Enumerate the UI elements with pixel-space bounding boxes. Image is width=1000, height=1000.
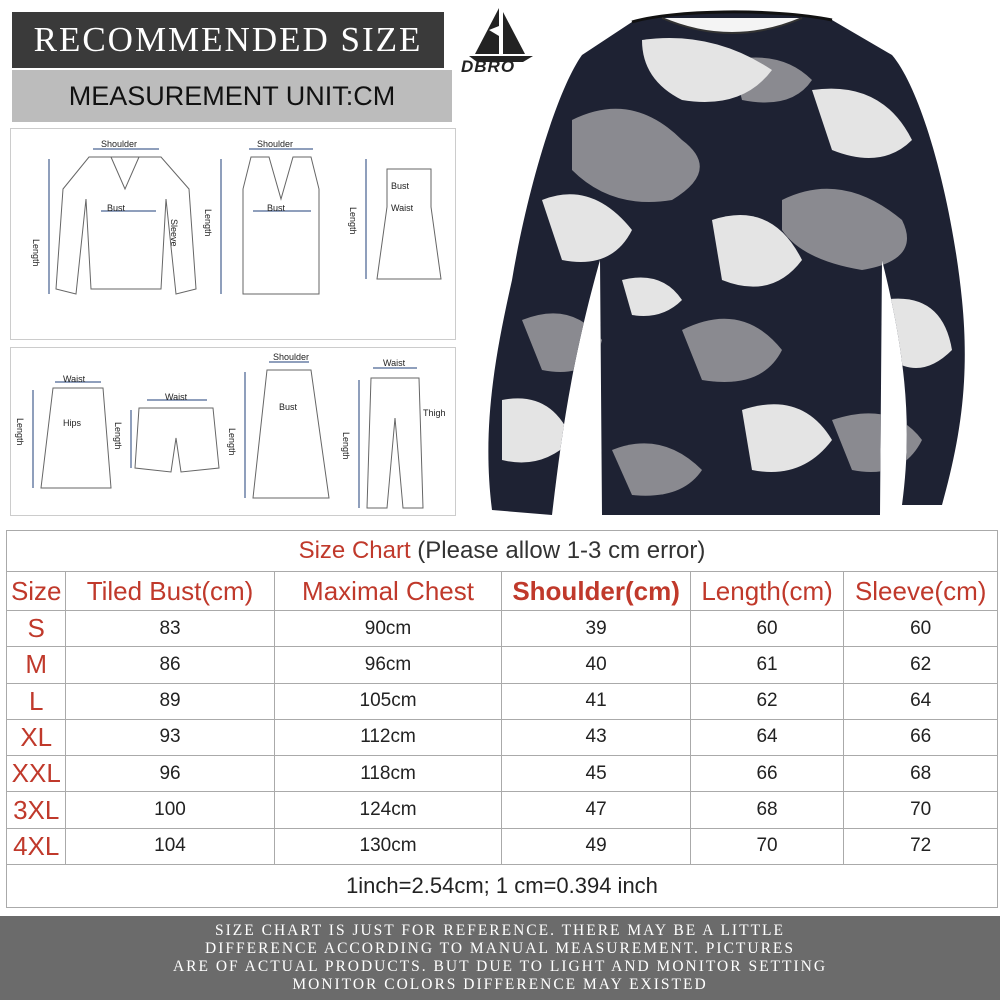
table-cell: 86 bbox=[66, 647, 274, 683]
measurement-guide-bottom bbox=[10, 347, 456, 516]
table-cell: 72 bbox=[844, 828, 998, 864]
label-length: Length bbox=[341, 432, 351, 460]
size-cell: XXL bbox=[7, 756, 66, 792]
label-length: Length bbox=[227, 428, 237, 456]
table-cell: 89 bbox=[66, 683, 274, 719]
table-cell: 112cm bbox=[274, 719, 502, 755]
table-cell: 66 bbox=[690, 756, 844, 792]
size-chart-table bbox=[6, 530, 998, 908]
disclaimer-footer bbox=[0, 916, 1000, 1000]
garment-outlines-top bbox=[11, 129, 455, 339]
table-row bbox=[7, 828, 998, 864]
table-cell: 130cm bbox=[274, 828, 502, 864]
size-chart-subtitle: (Please allow 1-3 cm error) bbox=[410, 537, 706, 564]
column-header: Sleeve(cm) bbox=[844, 572, 998, 611]
table-cell: 64 bbox=[844, 683, 998, 719]
table-cell: 118cm bbox=[274, 756, 502, 792]
table-row bbox=[7, 647, 998, 683]
label-length: Length bbox=[31, 239, 41, 267]
label-hips: Hips bbox=[63, 418, 82, 428]
table-cell: 70 bbox=[690, 828, 844, 864]
table-row bbox=[7, 611, 998, 647]
table-row bbox=[7, 756, 998, 792]
size-cell: L bbox=[7, 683, 66, 719]
table-row bbox=[7, 719, 998, 755]
table-cell: 40 bbox=[502, 647, 690, 683]
label-bust: Bust bbox=[107, 203, 126, 213]
table-cell: 60 bbox=[844, 611, 998, 647]
table-cell: 124cm bbox=[274, 792, 502, 828]
disclaimer-line: MONITOR COLORS DIFFERENCE MAY EXISTED bbox=[292, 976, 708, 993]
size-cell: 3XL bbox=[7, 792, 66, 828]
label-bust: Bust bbox=[279, 402, 298, 412]
table-cell: 104 bbox=[66, 828, 274, 864]
label-waist: Waist bbox=[391, 203, 414, 213]
label-shoulder: Shoulder bbox=[257, 139, 294, 149]
size-cell: XL bbox=[7, 719, 66, 755]
label-length: Length bbox=[348, 207, 358, 235]
table-cell: 83 bbox=[66, 611, 274, 647]
table-cell: 100 bbox=[66, 792, 274, 828]
table-cell: 68 bbox=[690, 792, 844, 828]
label-shoulder: Shoulder bbox=[101, 139, 138, 149]
size-chart-caption bbox=[7, 531, 998, 572]
measurement-guide-top bbox=[10, 128, 456, 340]
label-waist: Waist bbox=[383, 358, 406, 368]
table-cell: 49 bbox=[502, 828, 690, 864]
table-cell: 62 bbox=[844, 647, 998, 683]
disclaimer-line: DIFFERENCE ACCORDING TO MANUAL MEASUREMENT. PICTURES bbox=[205, 940, 795, 957]
column-header: Size bbox=[7, 572, 66, 611]
table-cell: 61 bbox=[690, 647, 844, 683]
table-cell: 39 bbox=[502, 611, 690, 647]
size-cell: S bbox=[7, 611, 66, 647]
table-cell: 93 bbox=[66, 719, 274, 755]
table-cell: 105cm bbox=[274, 683, 502, 719]
table-row bbox=[7, 683, 998, 719]
table-cell: 90cm bbox=[274, 611, 502, 647]
label-length: Length bbox=[203, 209, 213, 237]
label-length: Length bbox=[113, 422, 123, 450]
table-cell: 66 bbox=[844, 719, 998, 755]
label-bust: Bust bbox=[267, 203, 286, 213]
column-header: Tiled Bust(cm) bbox=[66, 572, 274, 611]
table-cell: 41 bbox=[502, 683, 690, 719]
size-chart-title: Size Chart bbox=[298, 537, 411, 564]
table-cell: 47 bbox=[502, 792, 690, 828]
size-cell: M bbox=[7, 647, 66, 683]
column-header: Length(cm) bbox=[690, 572, 844, 611]
label-length: Length bbox=[15, 418, 25, 446]
product-image-camo-shirt bbox=[482, 0, 998, 520]
disclaimer-line: ARE OF ACTUAL PRODUCTS. BUT DUE TO LIGHT AND MONITOR SETTING bbox=[172, 958, 828, 975]
table-header-row bbox=[7, 572, 998, 611]
table-cell: 62 bbox=[690, 683, 844, 719]
disclaimer-line: SIZE CHART IS JUST FOR REFERENCE. THERE MAY BE A LITTLE bbox=[215, 922, 785, 939]
label-bust: Bust bbox=[391, 181, 410, 191]
column-header: Maximal Chest bbox=[274, 572, 502, 611]
label-thigh: Thigh bbox=[423, 408, 446, 418]
table-row bbox=[7, 792, 998, 828]
table-cell: 64 bbox=[690, 719, 844, 755]
unit-conversion-note: 1inch=2.54cm; 1 cm=0.394 inch bbox=[7, 865, 998, 908]
table-cell: 68 bbox=[844, 756, 998, 792]
page-title: RECOMMENDED SIZE bbox=[12, 12, 444, 68]
brand-logo-text: DBRO bbox=[461, 57, 516, 76]
label-waist: Waist bbox=[63, 374, 86, 384]
measurement-unit-banner: MEASUREMENT UNIT:CM bbox=[12, 70, 452, 122]
table-cell: 43 bbox=[502, 719, 690, 755]
size-cell: 4XL bbox=[7, 828, 66, 864]
label-sleeve: Sleeve bbox=[169, 219, 179, 247]
table-cell: 96 bbox=[66, 756, 274, 792]
table-cell: 70 bbox=[844, 792, 998, 828]
table-cell: 45 bbox=[502, 756, 690, 792]
label-shoulder: Shoulder bbox=[273, 352, 310, 362]
column-header: Shoulder(cm) bbox=[502, 572, 690, 611]
table-cell: 60 bbox=[690, 611, 844, 647]
table-cell: 96cm bbox=[274, 647, 502, 683]
label-waist: Waist bbox=[165, 392, 188, 402]
